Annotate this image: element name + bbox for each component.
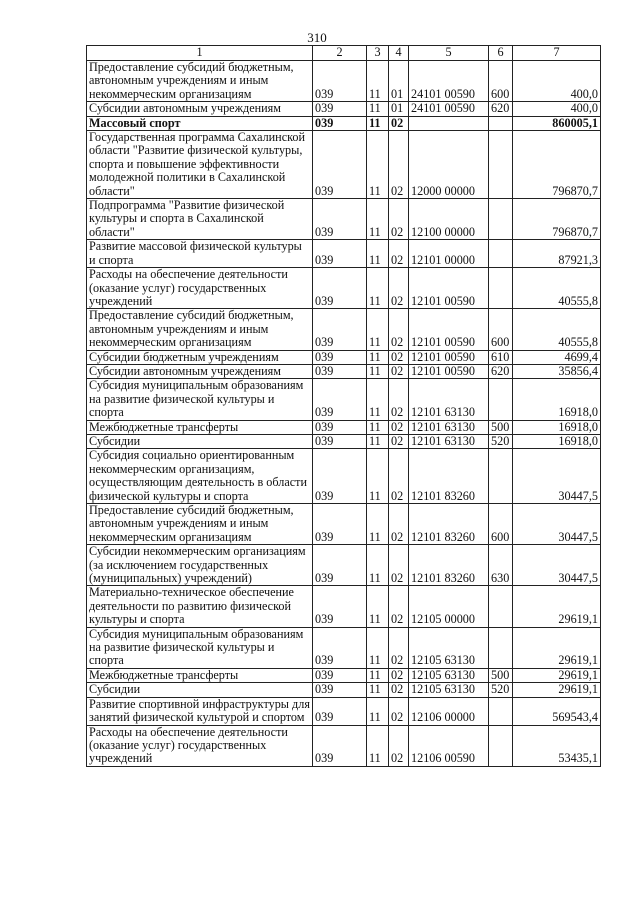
table-row [87,309,601,350]
amount-cell: 569543,4 [513,697,601,725]
section-code-cell: 11 [367,309,389,350]
target-article-cell: 12101 83260 [409,545,489,586]
admin-code-cell: 039 [313,420,367,434]
row-name-cell: Материально-техническое обеспечение деятельности по развитию физической культуры и спорта [87,586,313,627]
row-name-cell: Субсидия социально ориентированным некоммерческим организациям, осуществляющим деятельность в области физической культуры и спорта [87,449,313,504]
admin-code-cell: 039 [313,434,367,448]
expense-type-cell: 500 [489,420,513,434]
admin-code-cell: 039 [313,545,367,586]
row-name-cell: Развитие спортивной инфраструктуры для занятий физической культурой и спортом [87,697,313,725]
subsection-code-cell: 02 [389,131,409,199]
subsection-code-cell: 02 [389,116,409,130]
target-article-cell: 12101 00590 [409,309,489,350]
expense-type-cell [489,697,513,725]
subsection-code-cell: 02 [389,379,409,420]
section-code-cell: 11 [367,627,389,668]
row-name-cell: Развитие массовой физической культуры и спорта [87,240,313,268]
target-article-cell: 12101 63130 [409,379,489,420]
expense-type-cell [489,379,513,420]
subsection-code-cell: 02 [389,627,409,668]
admin-code-cell: 039 [313,102,367,116]
amount-cell: 30447,5 [513,449,601,504]
target-article-cell: 12106 00000 [409,697,489,725]
table-row [87,725,601,766]
budget-table [86,45,601,767]
section-code-cell: 11 [367,350,389,364]
row-name-cell: Предоставление субсидий бюджетным, автономным учреждениям и иным некоммерческим организациям [87,61,313,102]
table-row [87,697,601,725]
subsection-code-cell: 02 [389,697,409,725]
row-name-cell: Субсидии автономным учреждениям [87,364,313,378]
table-row [87,586,601,627]
section-code-cell: 11 [367,199,389,240]
target-article-cell [409,116,489,130]
subsection-code-cell: 01 [389,61,409,102]
section-code-cell: 11 [367,268,389,309]
subsection-code-cell: 02 [389,350,409,364]
table-header-row [87,46,601,61]
target-article-cell: 12101 83260 [409,449,489,504]
section-code-cell: 11 [367,434,389,448]
subsection-code-cell: 02 [389,668,409,682]
row-name-cell: Массовый спорт [87,116,313,130]
table-row [87,240,601,268]
amount-cell: 796870,7 [513,131,601,199]
admin-code-cell: 039 [313,309,367,350]
section-code-cell: 11 [367,697,389,725]
target-article-cell: 12105 00000 [409,586,489,627]
expense-type-cell: 520 [489,434,513,448]
table-row [87,268,601,309]
amount-cell: 400,0 [513,61,601,102]
subsection-code-cell: 02 [389,199,409,240]
column-header: 6 [489,46,513,61]
expense-type-cell [489,268,513,309]
admin-code-cell: 039 [313,364,367,378]
section-code-cell: 11 [367,379,389,420]
expense-type-cell: 600 [489,61,513,102]
row-name-cell: Субсидия муниципальным образованиям на развитие физической культуры и спорта [87,379,313,420]
row-name-cell: Расходы на обеспечение деятельности (оказание услуг) государственных учреждений [87,725,313,766]
target-article-cell: 12106 00590 [409,725,489,766]
subsection-code-cell: 02 [389,504,409,545]
expense-type-cell: 620 [489,102,513,116]
admin-code-cell: 039 [313,61,367,102]
row-name-cell: Предоставление субсидий бюджетным, автономным учреждениям и иным некоммерческим организациям [87,309,313,350]
table-row [87,420,601,434]
subsection-code-cell: 02 [389,420,409,434]
target-article-cell: 12101 63130 [409,434,489,448]
subsection-code-cell: 02 [389,449,409,504]
admin-code-cell: 039 [313,725,367,766]
subsection-code-cell: 02 [389,268,409,309]
section-code-cell: 11 [367,240,389,268]
target-article-cell: 12101 63130 [409,420,489,434]
row-name-cell: Субсидии [87,434,313,448]
target-article-cell: 12000 00000 [409,131,489,199]
table-row [87,199,601,240]
amount-cell: 16918,0 [513,379,601,420]
target-article-cell: 12101 00000 [409,240,489,268]
table-row [87,434,601,448]
subsection-code-cell: 02 [389,683,409,697]
target-article-cell: 24101 00590 [409,61,489,102]
section-code-cell: 11 [367,683,389,697]
section-code-cell: 11 [367,586,389,627]
section-code-cell: 11 [367,131,389,199]
row-name-cell: Межбюджетные трансферты [87,420,313,434]
subsection-code-cell: 02 [389,586,409,627]
admin-code-cell: 039 [313,199,367,240]
section-code-cell: 11 [367,61,389,102]
amount-cell: 40555,8 [513,309,601,350]
column-header: 3 [367,46,389,61]
amount-cell: 35856,4 [513,364,601,378]
table-row [87,379,601,420]
expense-type-cell [489,586,513,627]
amount-cell: 29619,1 [513,586,601,627]
admin-code-cell: 039 [313,379,367,420]
expense-type-cell: 600 [489,309,513,350]
admin-code-cell: 039 [313,627,367,668]
column-header: 5 [409,46,489,61]
subsection-code-cell: 02 [389,364,409,378]
table-row [87,102,601,116]
admin-code-cell: 039 [313,697,367,725]
subsection-code-cell: 02 [389,725,409,766]
subsection-code-cell: 02 [389,240,409,268]
page-number: 310 [307,30,327,45]
table-row [87,545,601,586]
expense-type-cell [489,240,513,268]
table-body [87,61,601,767]
amount-cell: 29619,1 [513,683,601,697]
row-name-cell: Субсидия муниципальным образованиям на развитие физической культуры и спорта [87,627,313,668]
amount-cell: 16918,0 [513,434,601,448]
admin-code-cell: 039 [313,116,367,130]
column-header: 4 [389,46,409,61]
amount-cell: 53435,1 [513,725,601,766]
table-row [87,683,601,697]
row-name-cell: Межбюджетные трансферты [87,668,313,682]
expense-type-cell: 610 [489,350,513,364]
admin-code-cell: 039 [313,668,367,682]
section-code-cell: 11 [367,545,389,586]
table-row [87,61,601,102]
section-code-cell: 11 [367,668,389,682]
subsection-code-cell: 02 [389,434,409,448]
table-row [87,627,601,668]
expense-type-cell [489,627,513,668]
row-name-cell: Подпрограмма "Развитие физической культуры и спорта в Сахалинской области" [87,199,313,240]
row-name-cell: Субсидии некоммерческим организациям (за исключением государственных (муниципальных) учреждений) [87,545,313,586]
amount-cell: 29619,1 [513,668,601,682]
section-code-cell: 11 [367,102,389,116]
admin-code-cell: 039 [313,240,367,268]
admin-code-cell: 039 [313,504,367,545]
amount-cell: 30447,5 [513,545,601,586]
target-article-cell: 12100 00000 [409,199,489,240]
subsection-code-cell: 02 [389,309,409,350]
amount-cell: 796870,7 [513,199,601,240]
column-header: 2 [313,46,367,61]
target-article-cell: 12101 00590 [409,268,489,309]
table-row [87,350,601,364]
admin-code-cell: 039 [313,268,367,309]
expense-type-cell [489,131,513,199]
expense-type-cell: 500 [489,668,513,682]
section-code-cell: 11 [367,504,389,545]
expense-type-cell [489,725,513,766]
column-header: 1 [87,46,313,61]
admin-code-cell: 039 [313,131,367,199]
target-article-cell: 12101 00590 [409,350,489,364]
amount-cell: 29619,1 [513,627,601,668]
expense-type-cell [489,449,513,504]
subsection-code-cell: 01 [389,102,409,116]
section-code-cell: 11 [367,116,389,130]
amount-cell: 400,0 [513,102,601,116]
subsection-code-cell: 02 [389,545,409,586]
amount-cell: 860005,1 [513,116,601,130]
row-name-cell: Государственная программа Сахалинской области "Развитие физической культуры, спорта и повышение эффективности молодежной политики в Сахалинской области" [87,131,313,199]
admin-code-cell: 039 [313,449,367,504]
admin-code-cell: 039 [313,683,367,697]
section-code-cell: 11 [367,449,389,504]
expense-type-cell [489,199,513,240]
table-row [87,116,601,130]
amount-cell: 16918,0 [513,420,601,434]
target-article-cell: 12101 00590 [409,364,489,378]
section-code-cell: 11 [367,364,389,378]
expense-type-cell: 600 [489,504,513,545]
expense-type-cell [489,116,513,130]
row-name-cell: Субсидии бюджетным учреждениям [87,350,313,364]
amount-cell: 30447,5 [513,504,601,545]
table-row [87,668,601,682]
section-code-cell: 11 [367,420,389,434]
section-code-cell: 11 [367,725,389,766]
column-header: 7 [513,46,601,61]
target-article-cell: 12101 83260 [409,504,489,545]
amount-cell: 40555,8 [513,268,601,309]
admin-code-cell: 039 [313,350,367,364]
table-row [87,504,601,545]
expense-type-cell: 620 [489,364,513,378]
expense-type-cell: 630 [489,545,513,586]
row-name-cell: Предоставление субсидий бюджетным, автономным учреждениям и иным некоммерческим организациям [87,504,313,545]
admin-code-cell: 039 [313,586,367,627]
table-row [87,449,601,504]
row-name-cell: Субсидии [87,683,313,697]
amount-cell: 4699,4 [513,350,601,364]
target-article-cell: 12105 63130 [409,668,489,682]
table-row [87,364,601,378]
target-article-cell: 24101 00590 [409,102,489,116]
expense-type-cell: 520 [489,683,513,697]
row-name-cell: Расходы на обеспечение деятельности (оказание услуг) государственных учреждений [87,268,313,309]
amount-cell: 87921,3 [513,240,601,268]
target-article-cell: 12105 63130 [409,627,489,668]
target-article-cell: 12105 63130 [409,683,489,697]
row-name-cell: Субсидии автономным учреждениям [87,102,313,116]
table-row [87,131,601,199]
